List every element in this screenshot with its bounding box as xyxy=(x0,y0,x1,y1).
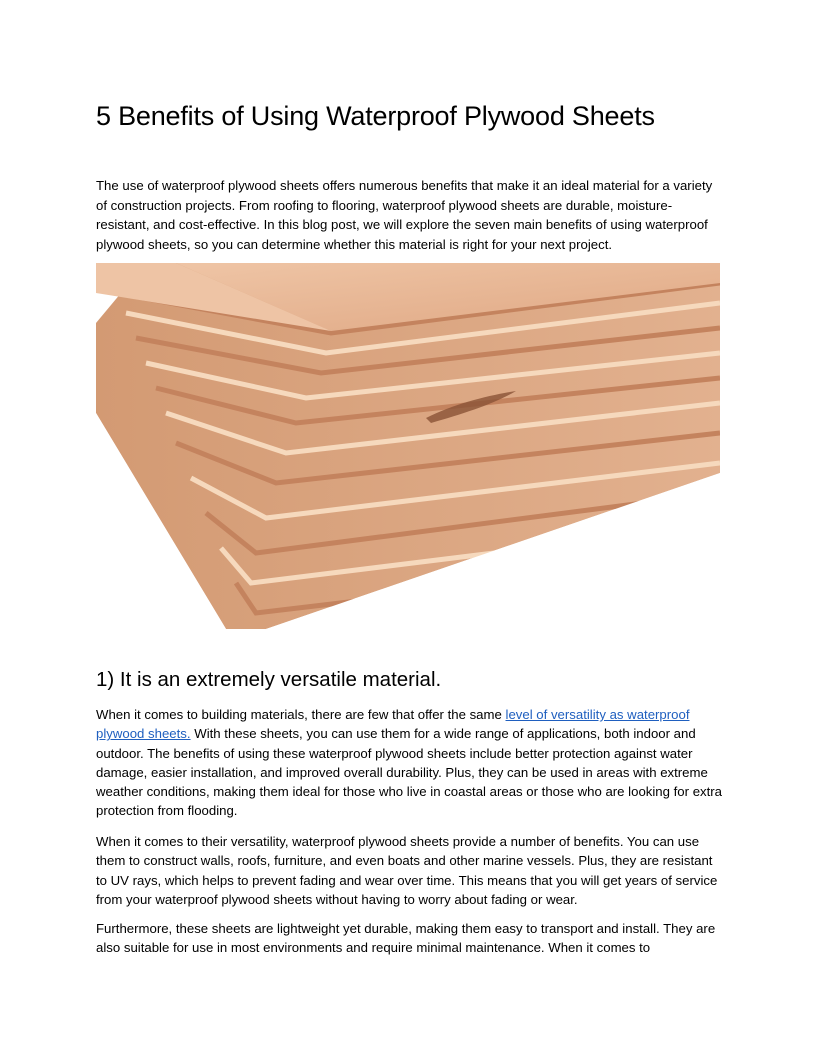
paragraph-text-before-link: When it comes to building materials, there are few that offer the same xyxy=(96,707,506,722)
plywood-stack-image xyxy=(96,263,720,629)
section-paragraph-3: Furthermore, these sheets are lightweight yet durable, making them easy to transport and install. They are also suitable for use in most environments and require minimal maintenance. When it comes to xyxy=(96,921,716,956)
page-title: 5 Benefits of Using Waterproof Plywood Sheets xyxy=(96,101,655,131)
section-paragraph-2: When it comes to their versatility, waterproof plywood sheets provide a number of benefits. You can use them to construct walls, roofs, furniture, and even boats and other marine vessels. Plus, they are resistant to UV rays, which helps to prevent fading and wear over time. This means that you will get years of service from your waterproof plywood sheets without having to worry about fading or wear. xyxy=(96,834,718,907)
section-paragraph-1 xyxy=(96,705,722,821)
paragraph-text-after-link: With these sheets, you can use them for a wide range of applications, both indoor and outdoor. The benefits of using these waterproof plywood sheets include better protection against water damage, easier installation, and improved overall durability. Plus, they can be used in areas with extreme weather conditions, making them ideal for those who live in coastal areas or those who are looking for extra protection from flooding. xyxy=(96,726,723,819)
versatility-link[interactable]: level of versatility as waterproof plywood sheets. xyxy=(96,707,690,742)
section-heading: 1) It is an extremely versatile material. xyxy=(96,668,442,691)
intro-paragraph: The use of waterproof plywood sheets offers numerous benefits that make it an ideal material for a variety of construction projects. From roofing to flooring, waterproof plywood sheets are durable, moisture-resistant, and cost-effective. In this blog post, we will explore the seven main benefits of using waterproof plywood sheets, so you can determine whether this material is right for your next project. xyxy=(96,178,713,252)
